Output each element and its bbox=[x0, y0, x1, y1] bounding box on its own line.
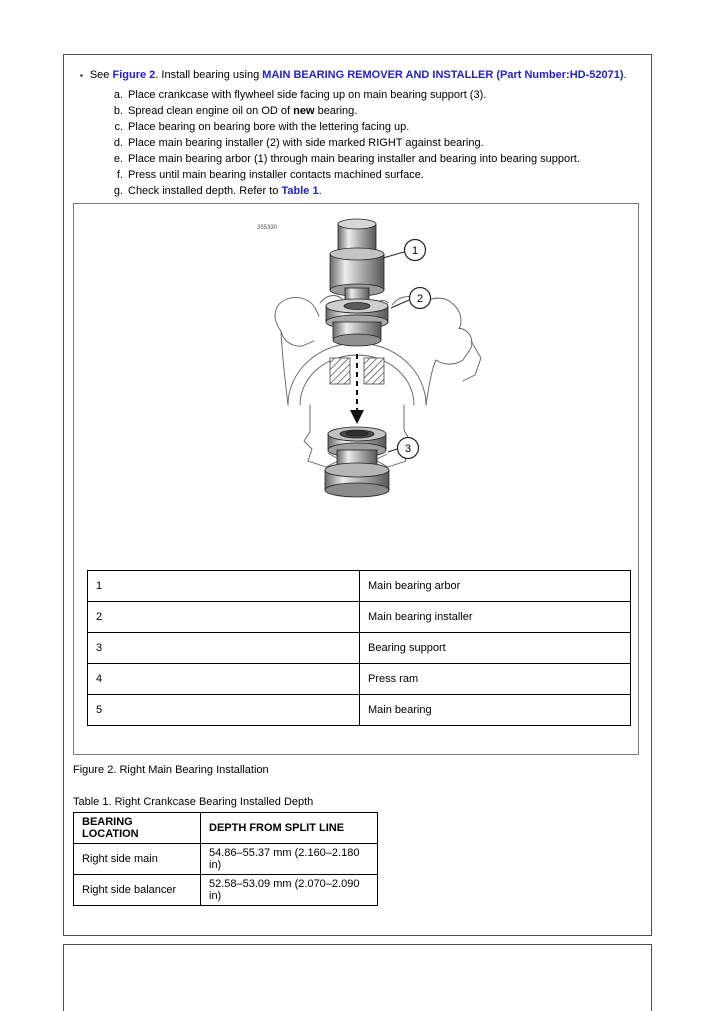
table1-title: Table 1. Right Crankcase Bearing Installed Depth bbox=[73, 796, 314, 808]
table1-header-row bbox=[74, 813, 378, 844]
table-1-link[interactable]: Table 1 bbox=[281, 185, 319, 197]
instruction-text bbox=[90, 68, 627, 83]
intro-mid: . Install bearing using bbox=[155, 69, 263, 81]
legend-num-cell: 4 bbox=[88, 664, 360, 695]
step-text bbox=[128, 119, 409, 135]
table-row bbox=[74, 844, 378, 875]
legend-num-cell: 2 bbox=[88, 602, 360, 633]
step-body: Place main bearing arbor (1) through main bearing installer and bearing into bearing support. bbox=[128, 153, 580, 165]
step-letter: c. bbox=[114, 121, 123, 133]
step-a bbox=[108, 87, 651, 103]
callout-3-label: 3 bbox=[404, 443, 412, 455]
step-text bbox=[128, 103, 357, 119]
legend-row bbox=[88, 633, 631, 664]
callout-2-label: 2 bbox=[416, 293, 424, 305]
bullet-icon: ▪ bbox=[80, 71, 83, 80]
step-body: Check installed depth. Refer to bbox=[128, 185, 282, 197]
legend-desc-cell: Main bearing bbox=[360, 695, 631, 726]
instruction-bullet bbox=[64, 55, 651, 83]
main-bearing-arbor bbox=[330, 219, 384, 305]
step-b bbox=[108, 103, 651, 119]
next-section-frame bbox=[63, 944, 652, 1011]
figure-2-frame bbox=[73, 203, 639, 755]
step-letter: b. bbox=[113, 105, 123, 117]
figure-2-link[interactable]: Figure 2 bbox=[112, 69, 156, 81]
step-g bbox=[108, 183, 651, 199]
step-letter: d. bbox=[113, 137, 123, 149]
legend-num-cell: 3 bbox=[88, 633, 360, 664]
step-text bbox=[128, 87, 486, 103]
table1-header-location: BEARING LOCATION bbox=[74, 813, 201, 844]
step-text bbox=[128, 183, 322, 199]
main-bearing-installer bbox=[326, 299, 388, 346]
step-list bbox=[108, 87, 651, 199]
legend-row bbox=[88, 571, 631, 602]
step-text bbox=[128, 135, 484, 151]
table-row bbox=[74, 875, 378, 906]
legend-desc-cell: Press ram bbox=[360, 664, 631, 695]
step-letter: f. bbox=[116, 169, 123, 181]
step-c bbox=[108, 119, 651, 135]
main-bearing-hatched bbox=[330, 358, 384, 384]
intro-post: . bbox=[623, 69, 627, 81]
step-body: bearing. bbox=[314, 105, 358, 117]
table1-depth-cell: 54.86–55.37 mm (2.160–2.180 in) bbox=[201, 844, 378, 875]
step-body: Place bearing on bearing bore with the lettering facing up. bbox=[128, 121, 410, 133]
step-body: Place main bearing installer (2) with side marked RIGHT against bearing. bbox=[128, 137, 484, 149]
step-letter: e. bbox=[113, 153, 123, 165]
callout-2 bbox=[391, 288, 431, 309]
legend-row bbox=[88, 664, 631, 695]
legend-num-cell: 5 bbox=[88, 695, 360, 726]
figure-legend-table bbox=[87, 570, 631, 726]
callout-1 bbox=[383, 240, 426, 261]
step-text bbox=[128, 151, 580, 167]
step-e bbox=[108, 151, 651, 167]
callout-3 bbox=[388, 438, 419, 459]
table1-location-cell: Right side balancer bbox=[74, 875, 201, 906]
content-frame bbox=[63, 54, 652, 936]
tool-part-number-link[interactable]: MAIN BEARING REMOVER AND INSTALLER (Part Number:HD-52071) bbox=[262, 69, 624, 81]
table1-location-cell: Right side main bbox=[74, 844, 201, 875]
step-letter: a. bbox=[113, 89, 123, 101]
step-body: Spread clean engine oil on OD of bbox=[128, 105, 294, 117]
figure-caption: Figure 2. Right Main Bearing Installation bbox=[73, 764, 269, 776]
step-text bbox=[128, 167, 424, 183]
legend-desc-cell: Bearing support bbox=[360, 633, 631, 664]
press-direction-arrow bbox=[350, 354, 364, 424]
table1-header-depth: DEPTH FROM SPLIT LINE bbox=[201, 813, 378, 844]
step-body: Place crankcase with flywheel side facing up on main bearing support (3). bbox=[128, 89, 487, 101]
step-body: . bbox=[318, 185, 322, 197]
step-f bbox=[108, 167, 651, 183]
step-body: Press until main bearing installer contacts machined surface. bbox=[128, 169, 424, 181]
legend-row bbox=[88, 695, 631, 726]
legend-row bbox=[88, 602, 631, 633]
step-letter: g. bbox=[113, 185, 123, 197]
step-bold-word: new bbox=[293, 105, 315, 117]
legend-desc-cell: Main bearing installer bbox=[360, 602, 631, 633]
legend-desc-cell: Main bearing arbor bbox=[360, 571, 631, 602]
intro-pre: See bbox=[89, 69, 113, 81]
callout-1-label: 1 bbox=[411, 245, 419, 257]
bearing-depth-table bbox=[73, 812, 378, 906]
legend-num-cell: 1 bbox=[88, 571, 360, 602]
table1-depth-cell: 52.58–53.09 mm (2.070–2.090 in) bbox=[201, 875, 378, 906]
figure-illustration bbox=[74, 208, 640, 568]
step-d bbox=[108, 135, 651, 151]
figure-image-id: 355330 bbox=[257, 225, 278, 231]
